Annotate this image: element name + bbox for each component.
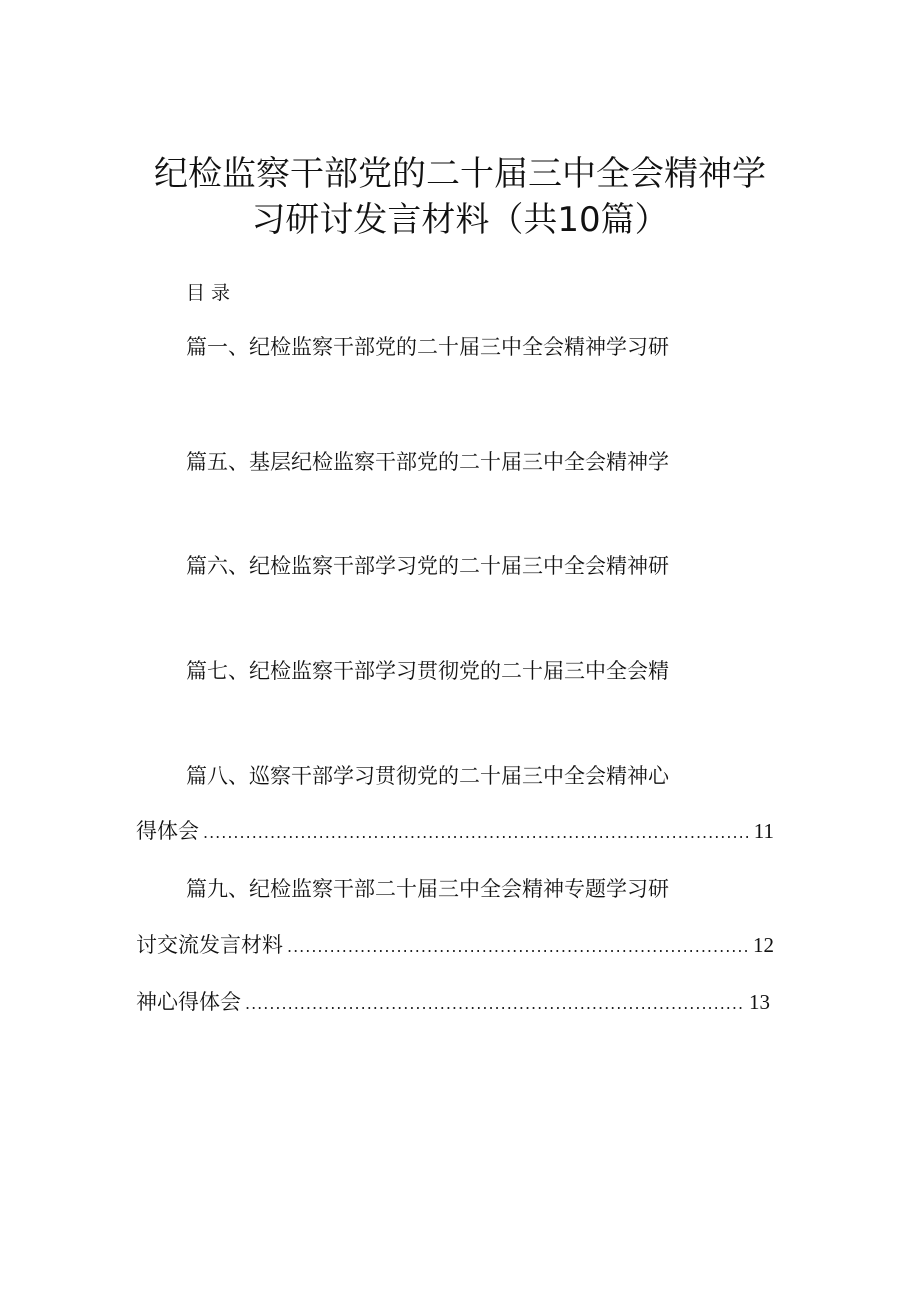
- document-title-line-1: 纪检监察干部党的二十届三中全会精神学: [154, 154, 766, 194]
- toc-entry-1: 篇一、纪检监察干部党的二十届三中全会精神学习研: [186, 335, 669, 359]
- toc-entry-10: [136, 987, 770, 1019]
- toc-entry-5: 篇五、基层纪检监察干部党的二十届三中全会精神学: [186, 450, 669, 474]
- dot-leader: [203, 818, 750, 848]
- toc-entry-text: 讨交流发言材料: [136, 933, 283, 957]
- dot-leader: [287, 932, 749, 962]
- toc-entry-8: 篇八、巡察干部学习贯彻党的二十届三中全会精神心: [186, 764, 669, 788]
- toc-page-number: 11: [753, 819, 774, 843]
- toc-entry-9: 篇九、纪检监察干部二十届三中全会精神专题学习研: [186, 877, 669, 901]
- toc-entry-text: 得体会: [136, 819, 199, 843]
- toc-entry-6: 篇六、纪检监察干部学习党的二十届三中全会精神研: [186, 554, 669, 578]
- toc-entry-7: 篇七、纪检监察干部学习贯彻党的二十届三中全会精: [186, 659, 669, 683]
- toc-entry-9-continuation: [136, 930, 774, 962]
- toc-entry-text: 神心得体会: [136, 990, 241, 1014]
- toc-page-number: 12: [753, 933, 774, 957]
- toc-heading: 目录: [186, 282, 237, 304]
- toc-page-number: 13: [749, 990, 770, 1014]
- toc-entry-8-continuation: [136, 816, 774, 848]
- dot-leader: [245, 989, 745, 1019]
- document-title-line-2: 习研讨发言材料（共10篇）: [251, 200, 669, 240]
